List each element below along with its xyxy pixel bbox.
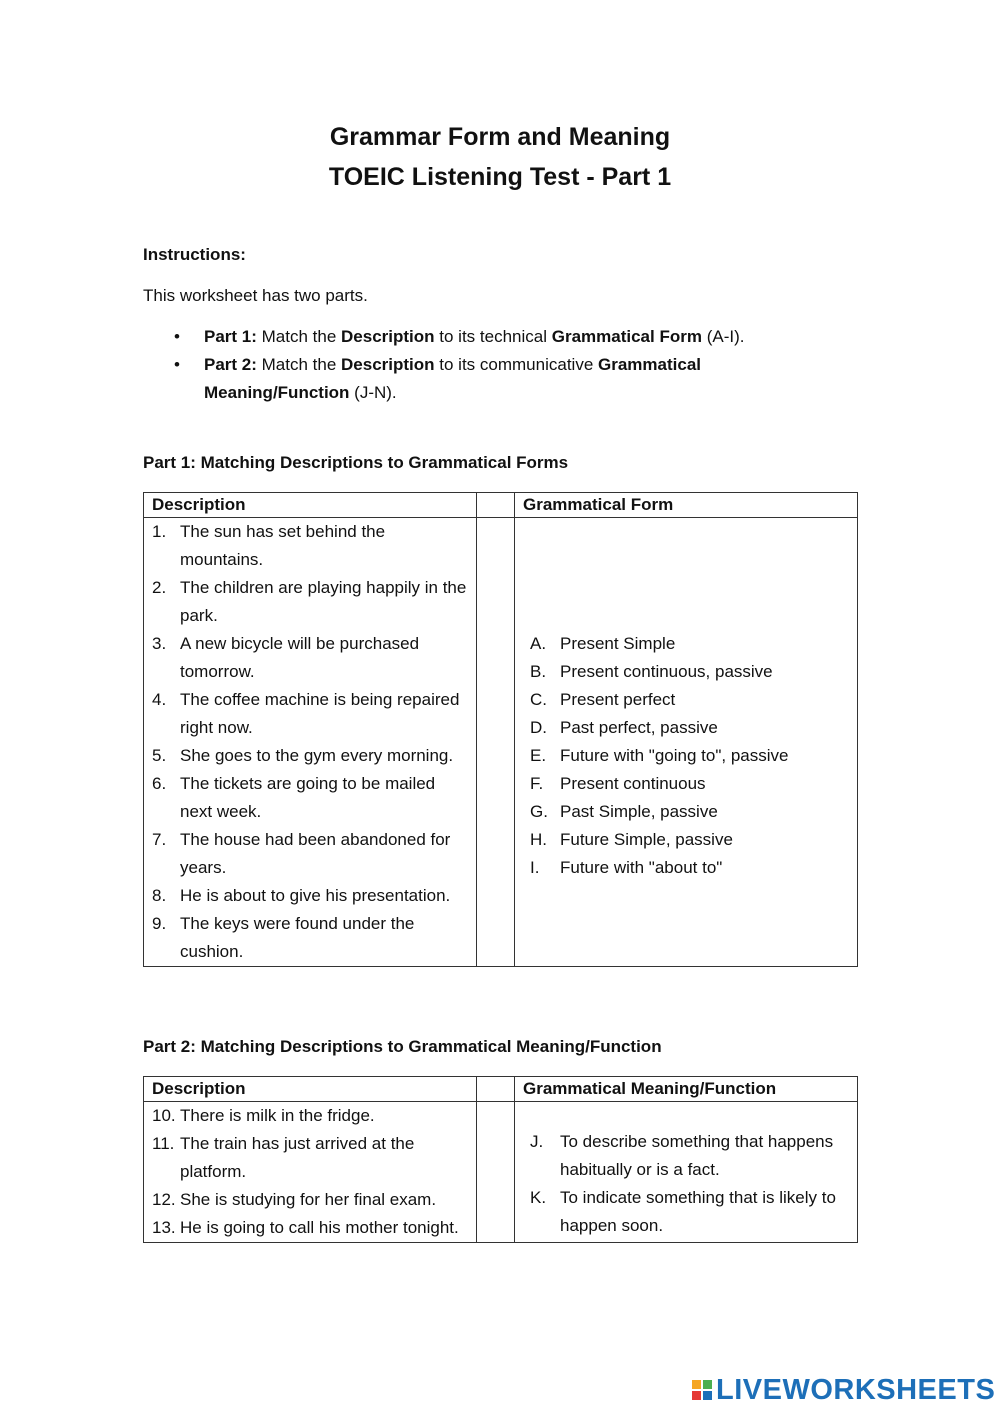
item-number: 4. [152,690,167,709]
item-text: A new bicycle will be purchased tomorrow. [180,634,420,681]
col-description-header: Description [144,493,477,518]
item-text: Present Simple [560,634,676,653]
form-item [523,770,849,798]
item-text: The sun has set behind the mountains. [180,522,386,569]
logo-square-icon [692,1391,701,1400]
description-item [152,1130,468,1186]
instruction-item [143,323,783,351]
item-text: To describe something that happens habitually or is a fact. [560,1132,834,1179]
instruction-text: (J-N). [349,383,397,402]
item-text: Past Simple, passive [560,802,718,821]
instruction-text: (A-I). [701,327,745,346]
description-item [152,770,468,826]
item-number: 2. [152,578,167,597]
item-number: 7. [152,830,167,849]
item-text: She goes to the gym every morning. [180,746,454,765]
instruction-bold: Description [341,327,435,346]
item-number: 6. [152,774,167,793]
logo-wordmark: LIVEWORKSHEETS [716,1373,996,1406]
description-item [152,882,468,910]
part1-table [143,492,858,967]
instructions-label: Instructions: [143,245,246,264]
description-item [152,1214,468,1242]
item-number: 1. [152,522,167,541]
item-number: 5. [152,746,167,765]
item-text: Future with "going to", passive [560,746,789,765]
description-item [152,518,468,574]
item-text: The tickets are going to be mailed next week. [180,774,436,821]
description-item [152,1102,468,1130]
grammatical-form-list [523,630,849,882]
worksheet-title: Grammar Form and Meaning [329,123,671,151]
item-text: There is milk in the fridge. [180,1106,375,1125]
instruction-text: Match the [256,327,342,346]
bullet-icon: • [174,327,180,346]
part2-heading: Part 2: Matching Descriptions to Grammatical Meaning/Function [143,1037,662,1056]
col-meaning-header: Grammatical Meaning/Function [515,1077,858,1102]
description-item [152,910,468,966]
instruction-part-label: Part 1: [204,327,257,346]
bullet-icon: • [174,355,180,374]
logo-mark-icon [692,1380,712,1400]
part1-body-row [144,518,858,967]
item-text: Future Simple, passive [560,830,733,849]
logo-square-icon [703,1391,712,1400]
part2-answer-cell[interactable] [477,1102,515,1243]
item-text: He is about to give his presentation. [180,886,451,905]
part2-header-row [144,1077,858,1102]
description-item [152,686,468,742]
instruction-bold: Description [341,355,435,374]
item-text: Past perfect, passive [560,718,718,737]
worksheet-subtitle: TOEIC Listening Test - Part 1 [328,163,672,191]
item-letter: G. [530,802,548,821]
item-letter: J. [530,1132,544,1151]
item-letter: H. [530,830,547,849]
instruction-part-label: Part 2: [204,355,257,374]
item-letter: D. [530,718,547,737]
col-form-header: Grammatical Form [515,493,858,518]
instruction-text: to its communicative [434,355,599,374]
form-item [523,714,849,742]
item-text: Present continuous [560,774,706,793]
description-item [152,826,468,882]
form-item [523,798,849,826]
item-text: To indicate something that is likely to happen soon. [560,1188,836,1235]
item-text: The house had been abandoned for years. [180,830,451,877]
instructions-intro: This worksheet has two parts. [143,286,368,305]
part2-table [143,1076,858,1243]
item-number: 10. [152,1106,176,1125]
part2-meanings-cell [515,1102,858,1243]
instruction-bold: Grammatical Form [551,327,702,346]
instruction-bold: Grammatical Meaning/Function [204,355,702,402]
form-item [523,854,849,882]
item-number: 13. [152,1218,176,1237]
part2-descriptions-cell [144,1102,477,1243]
item-letter: A. [530,634,547,653]
part1-forms-cell [515,518,858,967]
liveworksheets-logo[interactable] [692,1373,995,1407]
item-text: He is going to call his mother tonight. [180,1218,459,1237]
meaning-item [523,1128,849,1184]
item-text: She is studying for her final exam. [180,1190,437,1209]
form-item [523,630,849,658]
item-text: Future with "about to" [560,858,723,877]
grammatical-meaning-list [523,1128,849,1240]
item-letter: I. [530,858,540,877]
part1-heading: Part 1: Matching Descriptions to Grammatical Forms [143,453,569,472]
item-text: The keys were found under the cushion. [180,914,415,961]
part1-description-list [152,518,468,966]
item-text: The coffee machine is being repaired right now. [180,690,460,737]
item-number: 8. [152,886,167,905]
form-item [523,826,849,854]
description-item [152,1186,468,1214]
instruction-text: Match the [256,355,342,374]
description-item [152,630,468,686]
instructions-list [143,323,783,407]
col-description-header: Description [144,1077,477,1102]
part2-description-list [152,1102,468,1242]
item-text: Present perfect [560,690,676,709]
logo-square-icon [703,1380,712,1389]
part1-descriptions-cell [144,518,477,967]
item-letter: B. [530,662,547,681]
form-item [523,742,849,770]
col-answer-header [477,1077,515,1102]
item-text: The children are playing happily in the park. [180,578,467,625]
instruction-text: to its technical [434,327,552,346]
part1-header-row [144,493,858,518]
item-number: 12. [152,1190,176,1209]
item-letter: K. [530,1188,547,1207]
item-number: 9. [152,914,167,933]
part1-answer-cell[interactable] [477,518,515,967]
description-item [152,574,468,630]
logo-square-icon [692,1380,701,1389]
meaning-item [523,1184,849,1240]
instruction-item [143,351,783,407]
item-letter: F. [530,774,544,793]
item-number: 3. [152,634,167,653]
form-item [523,658,849,686]
description-item [152,742,468,770]
part2-body-row [144,1102,858,1243]
item-text: Present continuous, passive [560,662,773,681]
item-letter: E. [530,746,547,765]
item-number: 11. [152,1134,175,1153]
item-letter: C. [530,690,547,709]
col-answer-header [477,493,515,518]
form-item [523,686,849,714]
item-text: The train has just arrived at the platform. [180,1134,415,1181]
